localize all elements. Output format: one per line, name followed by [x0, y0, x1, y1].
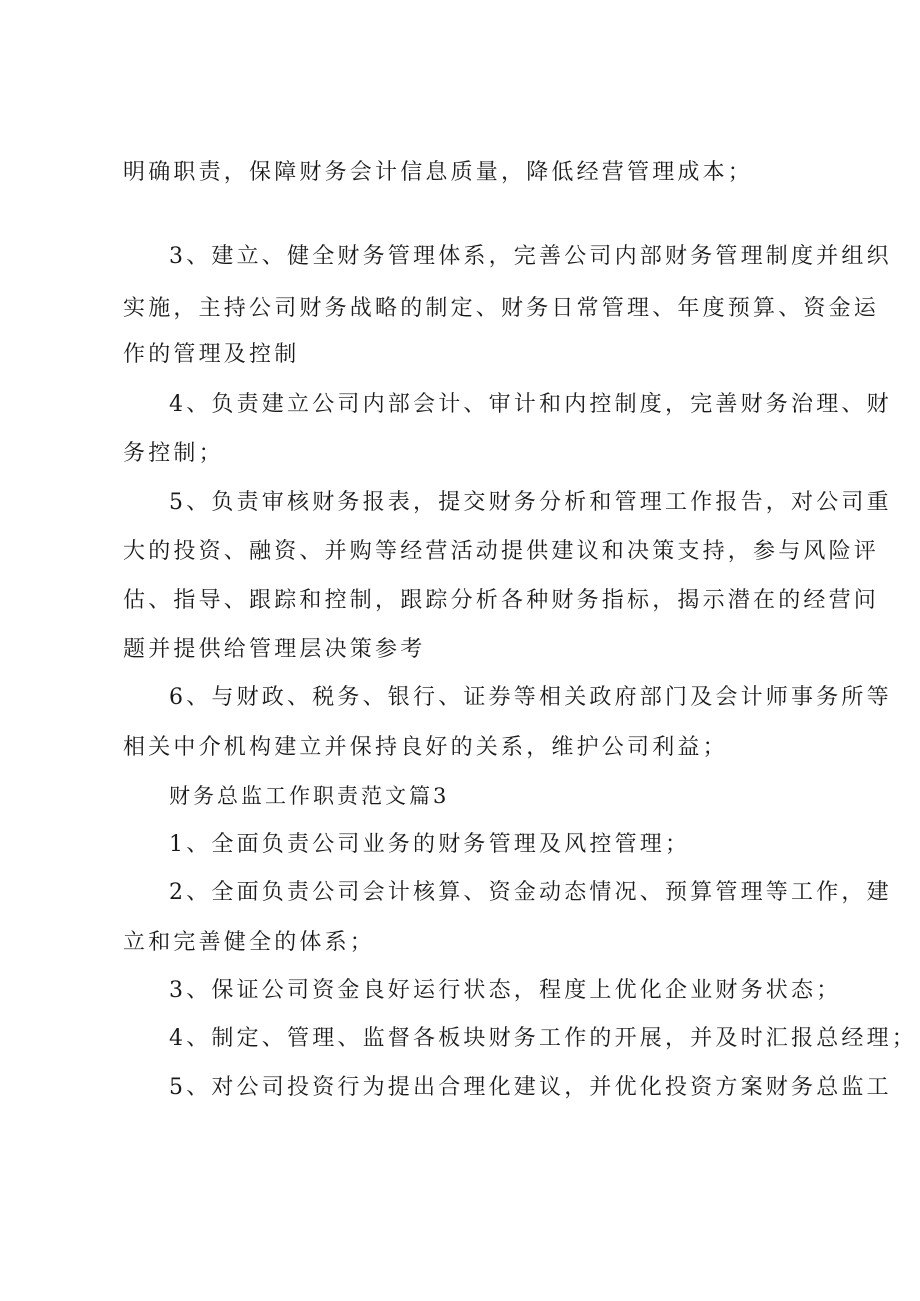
paragraph-line: 明确职责，保障财务会计信息质量，降低经营管理成本； [123, 160, 754, 185]
section-heading: 财务总监工作职责范文篇3 [169, 784, 450, 808]
paragraph-line: 估、指导、跟踪和控制，跟踪分析各种财务指标，揭示潜在的经营问 [123, 588, 880, 613]
paragraph-line: 6、与财政、税务、银行、证券等相关政府部门及会计师事务所等 [169, 685, 892, 710]
paragraph-line: 相关中介机构建立并保持良好的关系，维护公司利益； [123, 735, 728, 760]
paragraph-line: 实施，主持公司财务战略的制定、财务日常管理、年度预算、资金运 [123, 296, 880, 321]
paragraph-line: 务控制； [123, 441, 224, 466]
paragraph-line: 3、建立、健全财务管理体系，完善公司内部财务管理制度并组织 [169, 244, 892, 269]
paragraph-line: 3、保证公司资金良好运行状态，程度上优化企业财务状态； [169, 978, 842, 1003]
paragraph-line: 5、对公司投资行为提出合理化建议，并优化投资方案财务总监工 [169, 1075, 892, 1100]
paragraph-line: 大的投资、融资、并购等经营活动提供建议和决策支持，参与风险评 [123, 539, 880, 564]
paragraph-line: 4、制定、管理、监督各板块财务工作的开展，并及时汇报总经理； [169, 1026, 917, 1051]
paragraph-line: 立和完善健全的体系； [123, 930, 376, 955]
paragraph-line: 2、全面负责公司会计核算、资金动态情况、预算管理等工作，建 [169, 880, 892, 905]
paragraph-line: 4、负责建立公司内部会计、审计和内控制度，完善财务治理、财 [169, 392, 892, 417]
paragraph-line: 5、负责审核财务报表，提交财务分析和管理工作报告，对公司重 [169, 490, 892, 515]
paragraph-line: 作的管理及控制 [123, 342, 300, 367]
paragraph-line: 题并提供给管理层决策参考 [123, 637, 426, 662]
paragraph-line: 1、全面负责公司业务的财务管理及风控管理； [169, 832, 691, 857]
